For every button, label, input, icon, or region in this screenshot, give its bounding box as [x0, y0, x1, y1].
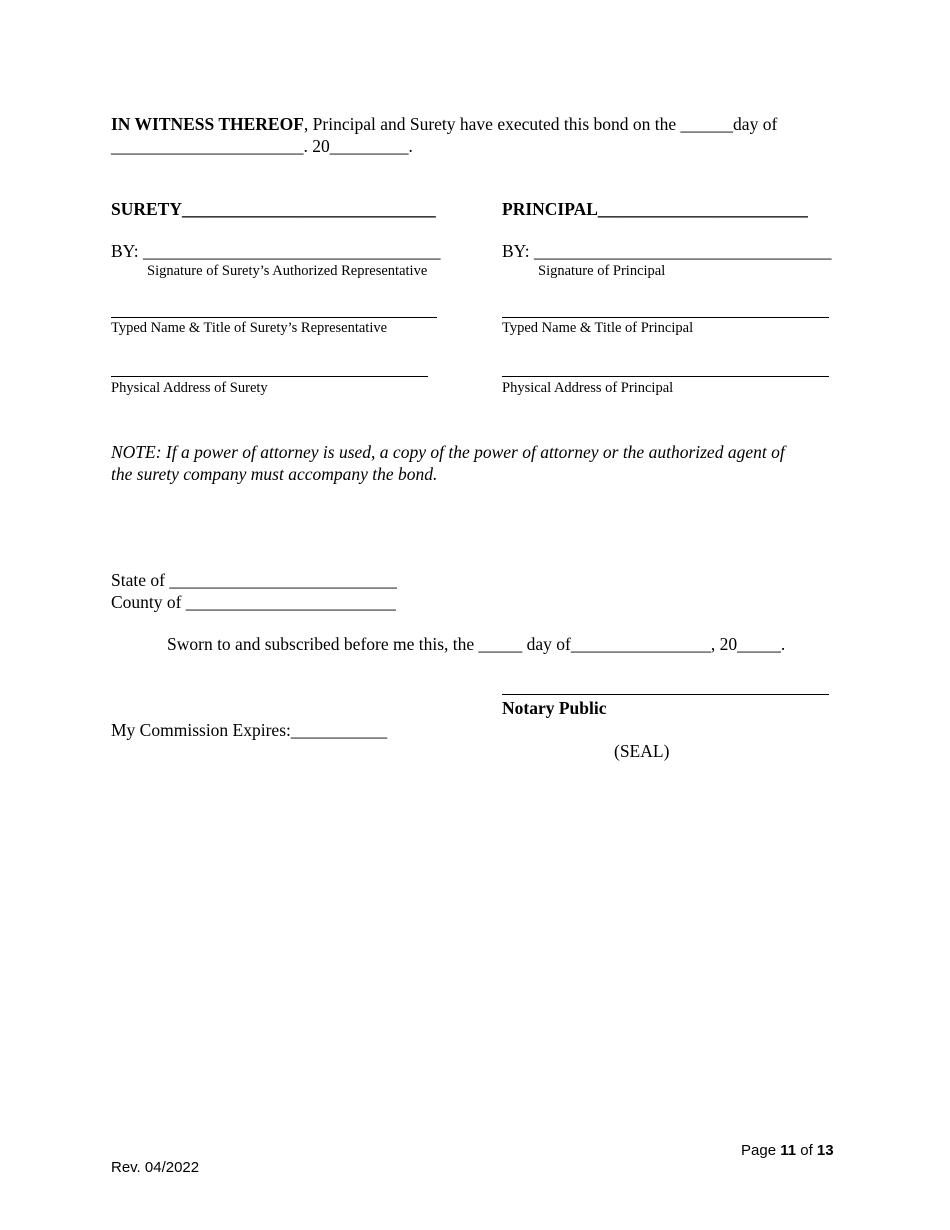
state-line: State of __________________________	[111, 570, 397, 590]
principal-by-line: BY: __________________________________	[502, 241, 832, 261]
revision-label: Rev. 04/2022	[111, 1159, 200, 1176]
principal-typed-name-caption: Typed Name & Title of Principal	[502, 320, 694, 336]
witness-date-line: ______________________. 20_________.	[111, 136, 413, 156]
county-line: County of ________________________	[111, 592, 396, 612]
commission-expires-line: My Commission Expires:___________	[111, 720, 388, 740]
surety-address-rule	[111, 376, 428, 377]
note-line-2: the surety company must accompany the bond.	[111, 464, 438, 484]
principal-address-caption: Physical Address of Principal	[502, 380, 674, 396]
principal-signature-caption: Signature of Principal	[538, 263, 666, 279]
surety-by-line: BY: __________________________________	[111, 241, 441, 261]
surety-signature-caption: Signature of Surety’s Authorized Representative	[147, 263, 428, 279]
principal-heading: PRINCIPAL________________________	[502, 199, 808, 219]
surety-address-caption: Physical Address of Surety	[111, 380, 268, 396]
principal-address-rule	[502, 376, 829, 377]
surety-typed-name-rule	[111, 317, 437, 318]
current-page: 11	[780, 1142, 797, 1159]
note-line-1: NOTE: If a power of attorney is used, a copy of the power of attorney or the authorized agent of	[111, 442, 785, 462]
total-pages: 13	[816, 1142, 834, 1159]
sworn-line: Sworn to and subscribed before me this, the _____ day of________________, 20_____.	[167, 634, 786, 654]
witness-text: , Principal and Surety have executed this bond on the ______day of	[303, 114, 778, 134]
notary-public-label: Notary Public	[502, 698, 607, 718]
principal-typed-name-rule	[502, 317, 829, 318]
witness-heading: IN WITNESS THEREOF	[111, 114, 304, 134]
notary-signature-rule	[502, 694, 829, 695]
witness-line-1	[111, 113, 777, 135]
seal-label: (SEAL)	[614, 741, 670, 761]
surety-typed-name-caption: Typed Name & Title of Surety’s Representative	[111, 320, 388, 336]
page-number: Page 11 of 13	[741, 1142, 834, 1159]
surety-heading: SURETY_____________________________	[111, 199, 436, 219]
